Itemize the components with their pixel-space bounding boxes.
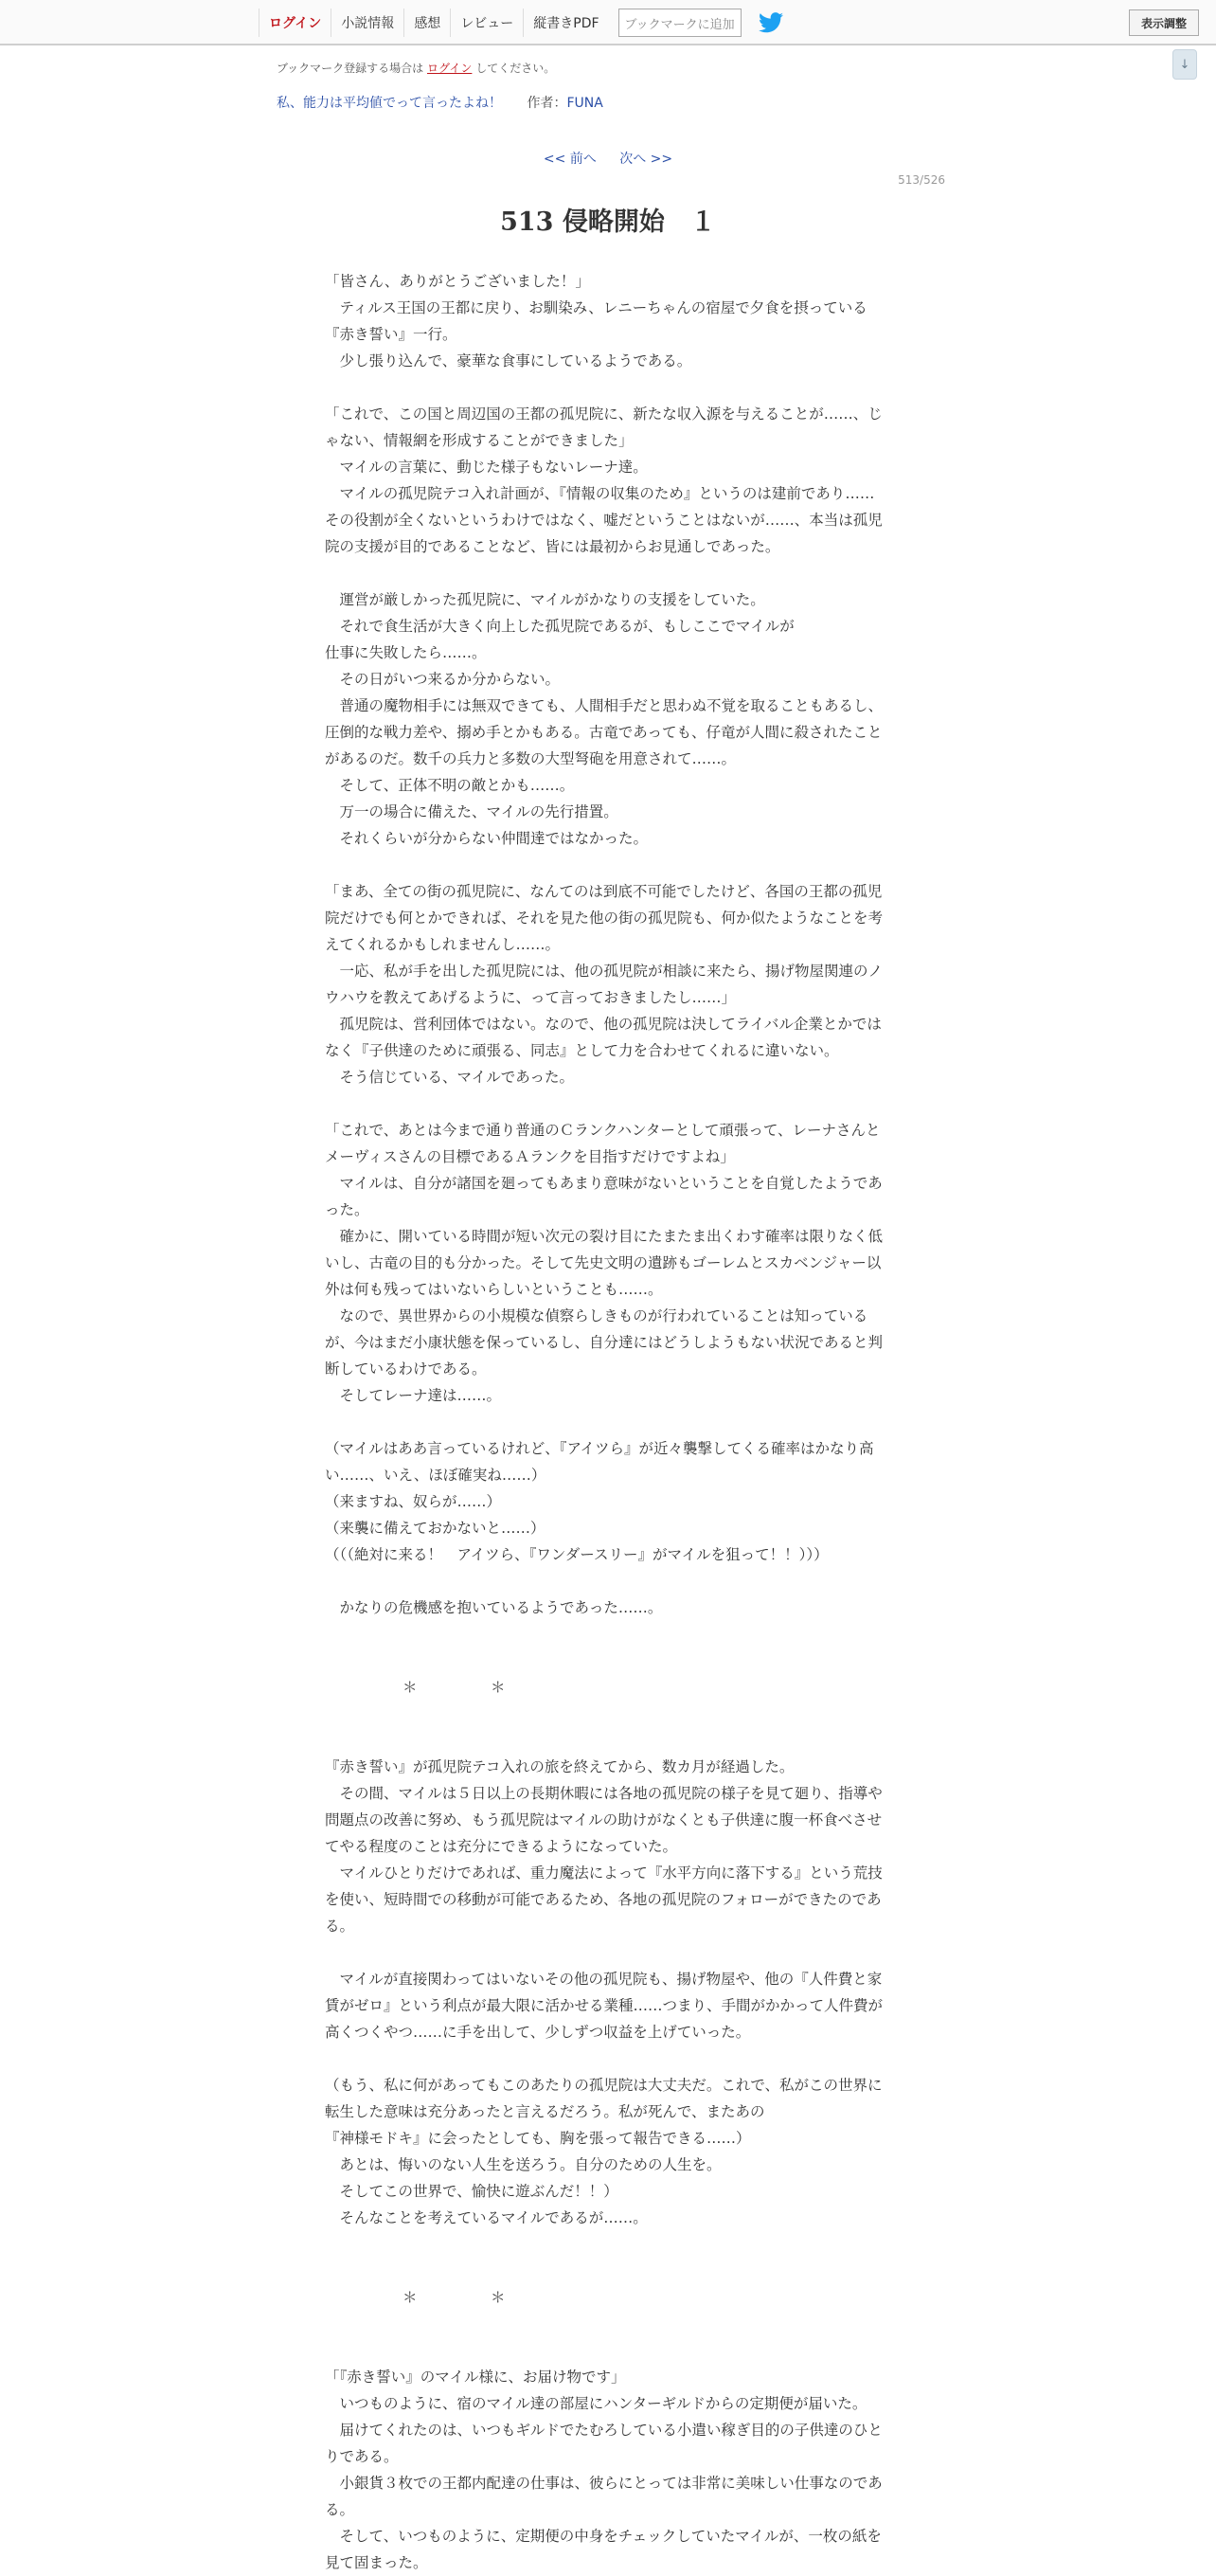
novel-header bbox=[277, 93, 603, 112]
body-paragraph: それくらいが分からない仲間達ではなかった。 bbox=[325, 830, 649, 847]
body-paragraph: 届けてくれたのは、いつもギルドでたむろしている小遣い稼ぎ目的の子供達のひとりである。 bbox=[325, 2422, 883, 2465]
nav-review-link[interactable]: レビュー bbox=[450, 9, 523, 37]
blank-line bbox=[325, 2311, 887, 2337]
body-paragraph: かなりの危機感を抱いているようであった……。 bbox=[325, 1599, 663, 1616]
body-paragraph: （（（絶対に来る！ アイツら、『ワンダースリー』がマイルを狙って！！））） bbox=[325, 1546, 829, 1563]
display-settings-button[interactable]: 表示調整 bbox=[1129, 9, 1199, 36]
chapter-count: 513/526 bbox=[898, 173, 945, 187]
novel-title-link[interactable]: 私、能力は平均値でって言ったよね！ bbox=[277, 96, 502, 111]
chapter-pager bbox=[0, 149, 1216, 168]
body-paragraph: 運営が厳しかった孤児院に、マイルがかなりの支援をしていた。 bbox=[325, 591, 765, 608]
blank-line bbox=[325, 374, 887, 401]
body-paragraph: 万一の場合に備えた、マイルの先行措置。 bbox=[325, 803, 618, 820]
blank-line bbox=[325, 1568, 887, 1594]
body-paragraph: それで食生活が大きく向上した孤児院であるが、もしここでマイルが bbox=[325, 618, 795, 635]
blank-line bbox=[325, 1939, 887, 1966]
add-bookmark-button[interactable]: ブックマークに追加 bbox=[618, 9, 742, 37]
body-paragraph: あとは、悔いのない人生を送ろう。自分のための人生を。 bbox=[325, 2156, 722, 2173]
body-paragraph: 「皆さん、ありがとうございました！」 bbox=[325, 273, 590, 290]
body-paragraph: マイルの言葉に、動じた様子もないレーナ達。 bbox=[325, 459, 648, 476]
blank-line bbox=[325, 1727, 887, 1754]
blank-line bbox=[325, 2045, 887, 2072]
body-paragraph: 『赤き誓い』が孤児院テコ入れの旅を終えてから、数カ月が経過した。 bbox=[325, 1758, 795, 1775]
prev-chapter-link[interactable]: << 前へ bbox=[543, 152, 597, 167]
body-paragraph: 一応、私が手を出した孤児院には、他の孤児院が相談に来たら、揚げ物屋関連のノウハウを教えてあげるように、って言っておきましたし……」 bbox=[325, 963, 884, 1006]
twitter-bird-icon[interactable] bbox=[759, 12, 783, 33]
nav-novel-info-link[interactable]: 小説情報 bbox=[331, 9, 403, 37]
body-paragraph: マイルは、自分が諸国を廻ってもあまり意味がないということを自覚したようであった。 bbox=[325, 1175, 883, 1218]
scroll-down-button[interactable]: ↓ bbox=[1172, 49, 1197, 80]
body-paragraph: そして、いつものように、定期便の中身をチェックしていたマイルが、一枚の紙を見て固まった。 bbox=[325, 2528, 882, 2571]
body-paragraph: マイルが直接関わってはいないその他の孤児院も、揚げ物屋や、他の『人件費と家賃がゼロ』という利点が最大限に活かせる業種……つまり、手間がかかって人件費が高くつくやつ……に手を出して、少しずつ収益を上げていった。 bbox=[325, 1971, 884, 2041]
blank-line bbox=[325, 2258, 887, 2284]
top-nav-bar bbox=[0, 0, 1216, 45]
body-paragraph: そんなことを考えているマイルであるが……。 bbox=[325, 2209, 648, 2226]
body-paragraph: （来襲に備えておかないと……） bbox=[325, 1520, 545, 1537]
body-paragraph: そしてレーナ達は……。 bbox=[325, 1387, 502, 1404]
blank-line bbox=[325, 2231, 887, 2258]
blank-line bbox=[325, 560, 887, 586]
chapter-title: 513 侵略開始 １ bbox=[500, 207, 716, 237]
body-paragraph: （来ますね、奴らが……） bbox=[325, 1493, 502, 1510]
author-name-link[interactable]: FUNA bbox=[566, 96, 603, 111]
body-paragraph: そう信じている、マイルであった。 bbox=[325, 1069, 575, 1086]
body-paragraph: 「『赤き誓い』のマイル様に、お届け物です」 bbox=[325, 2369, 626, 2386]
body-paragraph: そして、正体不明の敵とかも……。 bbox=[325, 777, 575, 794]
author-label: 作者： bbox=[527, 96, 567, 111]
next-chapter-link[interactable]: 次へ >> bbox=[619, 152, 673, 167]
body-paragraph: 普通の魔物相手には無双できても、人間相手だと思わぬ不覚を取ることもあるし、圧倒的な戦力差や、搦め手とかもある。古竜であっても、仔竜が人間に殺されたことがあるのだ。数千の兵力と多数の大型弩砲を用意されて……。 bbox=[325, 697, 884, 767]
body-paragraph: そしてこの世界で、愉快に遊ぶんだ！！） bbox=[325, 2183, 618, 2200]
nav-login-link[interactable]: ログイン bbox=[259, 9, 331, 37]
body-paragraph: 小銀貨３枚での王都内配達の仕事は、彼らにとっては非常に美味しい仕事なのである。 bbox=[325, 2475, 883, 2518]
blank-line bbox=[325, 852, 887, 878]
body-paragraph: その日がいつ来るか分からない。 bbox=[325, 671, 561, 688]
body-paragraph: 「まあ、全ての街の孤児院に、なんてのは到底不可能でしたけど、各国の王都の孤児院だけでも何とかできれば、それを見た他の街の孤児院も、何か似たようなことを考えてくれるかもしれませんし……。 bbox=[325, 883, 884, 953]
body-paragraph: 少し張り込んで、豪華な食事にしているようである。 bbox=[325, 352, 692, 369]
blank-line bbox=[325, 1409, 887, 1435]
blank-line bbox=[325, 1648, 887, 1674]
scene-separator: ＊ ＊ bbox=[402, 2289, 506, 2306]
bookmark-login-note bbox=[277, 60, 555, 76]
body-paragraph: 確かに、開いている時間が短い次元の裂け目にたまたま出くわす確率は限りなく低いし、古竜の目的も分かった。そして先史文明の遺跡もゴーレムとスカベンジャー以外は何も残ってはいないらしいということも……。 bbox=[325, 1228, 884, 1298]
body-paragraph: 「これで、この国と周辺国の王都の孤児院に、新たな収入源を与えることが……、じゃない、情報網を形成することができました」 bbox=[325, 405, 883, 449]
body-paragraph: マイルひとりだけであれば、重力魔法によって『水平方向に落下する』という荒技を使い、短時間での移動が可能であるため、各地の孤児院のフォローができたのである。 bbox=[325, 1864, 883, 1935]
blank-line bbox=[325, 2337, 887, 2364]
nav-vertical-pdf-link[interactable]: 縦書きPDF bbox=[523, 9, 608, 37]
bookmark-note-prefix: ブックマーク登録する場合は bbox=[277, 62, 424, 75]
chapter-body bbox=[325, 268, 887, 2576]
scene-separator: ＊ ＊ bbox=[402, 1679, 506, 1696]
body-paragraph: いつものように、宿のマイル達の部屋にハンターギルドからの定期便が届いた。 bbox=[325, 2395, 867, 2412]
body-paragraph: ティルス王国の王都に戻り、お馴染み、レニーちゃんの宿屋で夕食を摂っている『赤き誓い』一行。 bbox=[325, 299, 867, 343]
body-paragraph: その間、マイルは５日以上の長期休暇には各地の孤児院の様子を見て廻り、指導や問題点の改善に努め、もう孤児院はマイルの助けがなくとも子供達に腹一杯食べさせてやる程度のことは充分にできるようになっていた。 bbox=[325, 1785, 883, 1855]
nav-impressions-link[interactable]: 感想 bbox=[403, 9, 450, 37]
bookmark-note-login-link[interactable]: ログイン bbox=[427, 62, 473, 75]
main-nav bbox=[259, 0, 783, 45]
body-paragraph: 孤児院は、営利団体ではない。なので、他の孤児院は決してライバル企業とかではなく『子供達のために頑張る、同志』として力を合わせてくれるに違いない。 bbox=[325, 1016, 882, 1059]
body-paragraph: 『神様モドキ』に会ったとしても、胸を張って報告できる……） bbox=[325, 2130, 751, 2147]
body-paragraph: マイルの孤児院テコ入れ計画が、『情報の収集のため』というのは建前であり……その役割が全くないというわけではなく、嘘だということはないが……、本当は孤児院の支援が目的であることなど、皆には最初からお見通しであった。 bbox=[325, 485, 883, 555]
bookmark-note-suffix: してください。 bbox=[475, 62, 556, 75]
body-paragraph: （もう、私に何があってもこのあたりの孤児院は大丈夫だ。これで、私がこの世界に転生した意味は充分あったと言えるだろう。私が死んで、またあの bbox=[325, 2077, 883, 2120]
body-paragraph: なので、異世界からの小規模な偵察らしきものが行われていることは知っているが、今はまだ小康状態を保っているし、自分達にはどうしようもない状況であると判断しているわけである。 bbox=[325, 1307, 884, 1378]
body-paragraph: （マイルはああ言っているけれど、『アイツら』が近々襲撃してくる確率はかなり高い……、いえ、ほぼ確実ね……） bbox=[325, 1440, 874, 1484]
body-paragraph: 仕事に失敗したら……。 bbox=[325, 644, 487, 661]
blank-line bbox=[325, 1621, 887, 1648]
body-paragraph: 「これで、あとは今まで通り普通のＣランクハンターとして頑張って、レーナさんとメーヴィスさんの目標であるＡランクを目指すだけですよね」 bbox=[325, 1122, 881, 1165]
blank-line bbox=[325, 1701, 887, 1727]
blank-line bbox=[325, 1090, 887, 1117]
